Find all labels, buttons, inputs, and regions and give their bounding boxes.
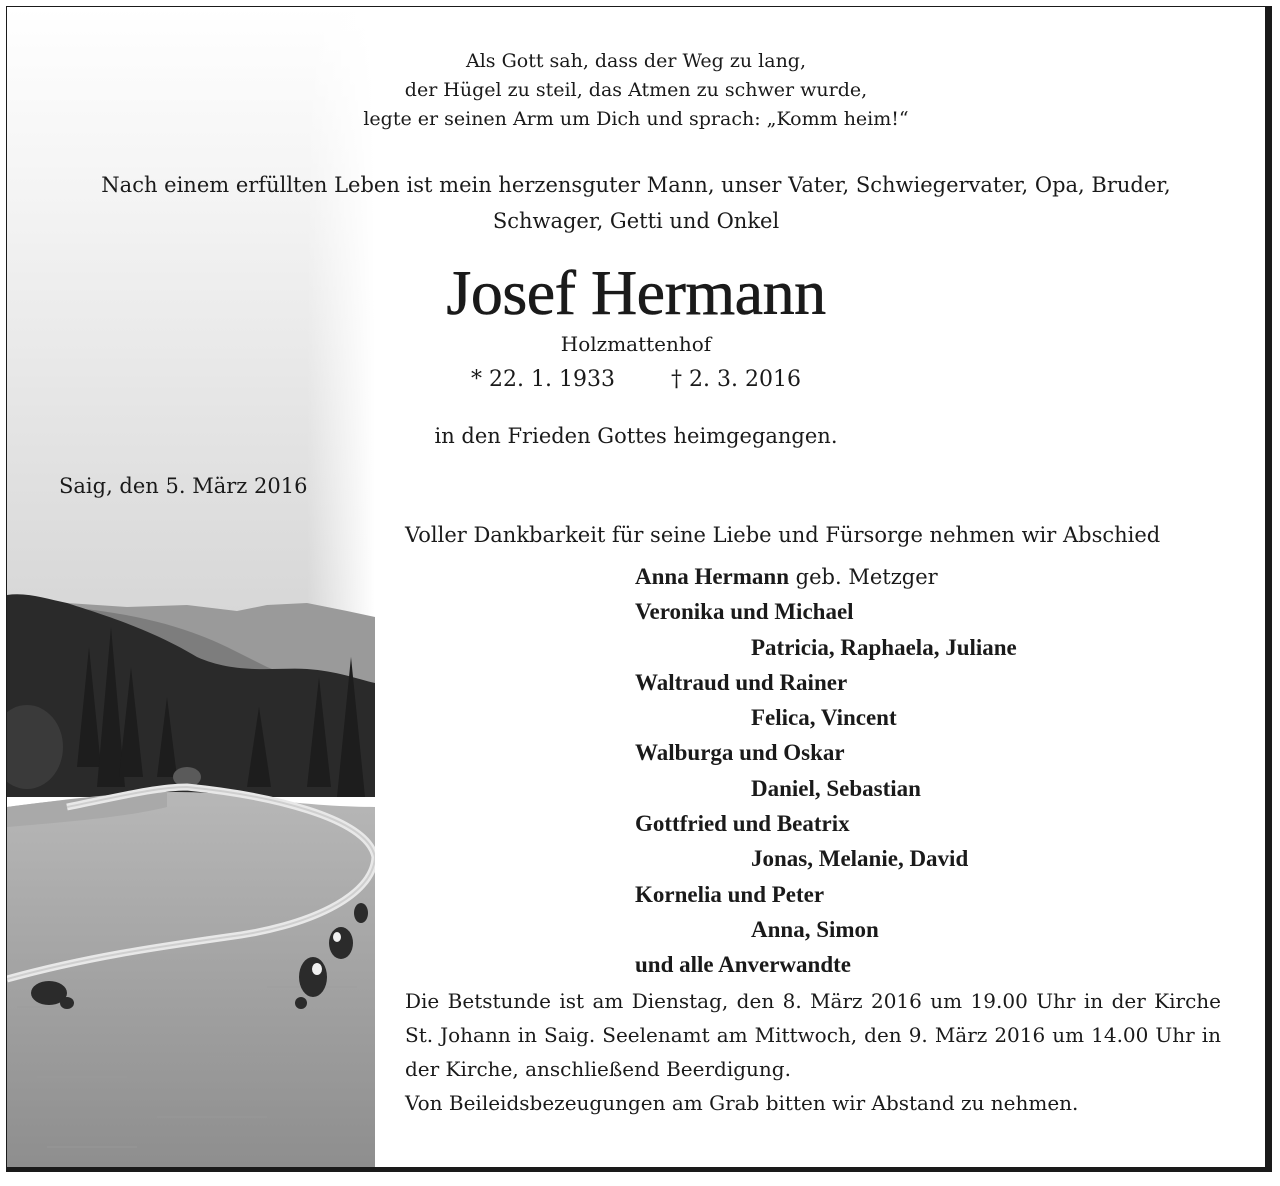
family-member-name: Patricia, Raphaela, Juliane: [751, 634, 1017, 660]
family-member-name: Kornelia und Peter: [635, 881, 825, 907]
family-member-name: Gottfried und Beatrix: [635, 811, 850, 837]
family-member-name: und alle Anverwandte: [635, 952, 851, 978]
service-text: Die Betstunde ist am Dienstag, den 8. März 2016 um 19.00 Uhr in der Kirche St. Johann in Saig. Seelenamt am Mittwoch, den 9. März 2016 um 14.00 Uhr in der Kirche, anschließend Beerdigung.: [405, 989, 1221, 1081]
family-member-name: Daniel, Sebastian: [751, 775, 921, 801]
deceased-name: Josef Hermann: [446, 257, 826, 328]
family-member: [635, 877, 1255, 912]
family-member: [635, 630, 1255, 665]
intro-line: Nach einem erfüllten Leben ist mein herzensguter Mann, unser Vater, Schwiegervater, Opa, Bruder,: [101, 173, 1171, 197]
family-list: [635, 559, 1255, 983]
condolence-text: Von Beileidsbezeugungen am Grab bitten wir Abstand zu nehmen.: [405, 1091, 1079, 1115]
family-member: [635, 735, 1255, 770]
family-member: [635, 700, 1255, 735]
poem-line: der Hügel zu steil, das Atmen zu schwer wurde,: [404, 79, 868, 101]
obituary-notice: [6, 6, 1272, 1172]
death-date: † 2. 3. 2016: [671, 367, 801, 392]
family-member: [635, 771, 1255, 806]
birth-date: * 22. 1. 1933: [471, 367, 615, 392]
family-member-name: Anna, Simon: [751, 916, 879, 942]
family-member-name: Felica, Vincent: [751, 705, 897, 731]
family-member: [635, 559, 1255, 594]
intro-text: [7, 167, 1265, 239]
farm-name: Holzmattenhof: [560, 332, 712, 356]
family-member: [635, 947, 1255, 982]
family-member-name: Waltraud und Rainer: [635, 669, 848, 695]
family-member-name: Jonas, Melanie, David: [751, 846, 969, 872]
place-date: Saig, den 5. März 2016: [59, 474, 308, 498]
family-member-name: Walburga und Oskar: [635, 740, 845, 766]
family-member-note: geb. Metzger: [789, 565, 938, 589]
gratitude-text: Voller Dankbarkeit für seine Liebe und Fürsorge nehmen wir Abschied: [405, 523, 1161, 547]
poem-line: legte er seinen Arm um Dich und sprach: „Komm heim!“: [363, 108, 909, 130]
poem: [7, 47, 1265, 134]
service-info: [405, 984, 1221, 1120]
family-member: [635, 665, 1255, 700]
life-dates: [7, 364, 1265, 396]
family-member: [635, 594, 1255, 629]
passed-text: in den Frieden Gottes heimgegangen.: [434, 424, 838, 448]
family-member: [635, 912, 1255, 947]
intro-line: Schwager, Getti und Onkel: [492, 209, 780, 233]
family-member: [635, 841, 1255, 876]
family-member-name: Veronika und Michael: [635, 599, 854, 625]
family-member-name: Anna Hermann: [635, 564, 789, 589]
family-member: [635, 806, 1255, 841]
poem-line: Als Gott sah, dass der Weg zu lang,: [465, 50, 807, 72]
